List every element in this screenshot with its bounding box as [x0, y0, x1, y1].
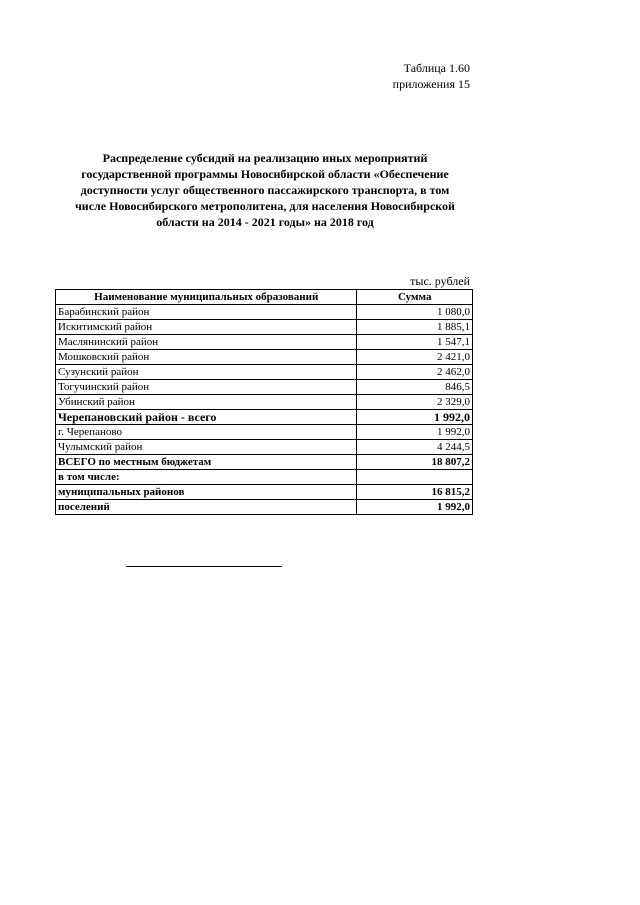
table-row: [56, 335, 473, 350]
subsidy-table: [55, 289, 473, 515]
cell-municipality-name: Мошковский район: [56, 350, 357, 365]
cell-municipality-name: поселений: [56, 500, 357, 515]
table-header-row: [56, 290, 473, 305]
document-title: [58, 150, 472, 230]
title-line: Распределение субсидий на реализацию иных мероприятий: [102, 151, 428, 165]
cell-municipality-name: Сузунский район: [56, 365, 357, 380]
table-row: [56, 455, 473, 470]
table-reference: [393, 60, 470, 92]
table-number: Таблица 1.60: [403, 61, 470, 75]
cell-sum: 1 992,0: [357, 410, 473, 425]
cell-sum: 1 992,0: [357, 425, 473, 440]
title-line: государственной программы Новосибирской области «Обеспечение: [81, 167, 449, 181]
cell-sum: 2 462,0: [357, 365, 473, 380]
cell-municipality-name: Маслянинский район: [56, 335, 357, 350]
cell-municipality-name: муниципальных районов: [56, 485, 357, 500]
title-line: числе Новосибирского метрополитена, для населения Новосибирской: [75, 199, 455, 213]
header-name: Наименование муниципальных образований: [56, 290, 357, 305]
cell-sum: 1 547,1: [357, 335, 473, 350]
title-line: области на 2014 - 2021 годы» на 2018 год: [156, 215, 374, 229]
cell-municipality-name: Тогучинский район: [56, 380, 357, 395]
cell-municipality-name: в том числе:: [56, 470, 357, 485]
units-label: тыс. рублей: [410, 274, 470, 288]
cell-sum: 4 244,5: [357, 440, 473, 455]
table-row: [56, 380, 473, 395]
cell-municipality-name: Чулымский район: [56, 440, 357, 455]
table-row: [56, 440, 473, 455]
table-row: [56, 395, 473, 410]
cell-municipality-name: Черепановский район - всего: [56, 410, 357, 425]
table-row: [56, 305, 473, 320]
cell-municipality-name: Искитимский район: [56, 320, 357, 335]
cell-municipality-name: ВСЕГО по местным бюджетам: [56, 455, 357, 470]
table-row: [56, 425, 473, 440]
cell-sum: 1 885,1: [357, 320, 473, 335]
cell-municipality-name: Барабинский район: [56, 305, 357, 320]
table-row: [56, 470, 473, 485]
cell-sum: 2 421,0: [357, 350, 473, 365]
cell-sum: 846,5: [357, 380, 473, 395]
cell-sum: 1 080,0: [357, 305, 473, 320]
cell-sum: [357, 470, 473, 485]
table-row: [56, 365, 473, 380]
cell-sum: 16 815,2: [357, 485, 473, 500]
header-sum: Сумма: [357, 290, 473, 305]
table-row: [56, 500, 473, 515]
appendix-number: приложения 15: [392, 77, 470, 91]
footnote-separator-line: [126, 566, 282, 567]
table-body: [56, 305, 473, 515]
cell-sum: 18 807,2: [357, 455, 473, 470]
cell-municipality-name: г. Черепаново: [56, 425, 357, 440]
cell-municipality-name: Убинский район: [56, 395, 357, 410]
table-row: [56, 320, 473, 335]
cell-sum: 2 329,0: [357, 395, 473, 410]
table-row: [56, 350, 473, 365]
table-row: [56, 410, 473, 425]
table-row: [56, 485, 473, 500]
title-line: доступности услуг общественного пассажирского транспорта, в том: [80, 183, 450, 197]
cell-sum: 1 992,0: [357, 500, 473, 515]
